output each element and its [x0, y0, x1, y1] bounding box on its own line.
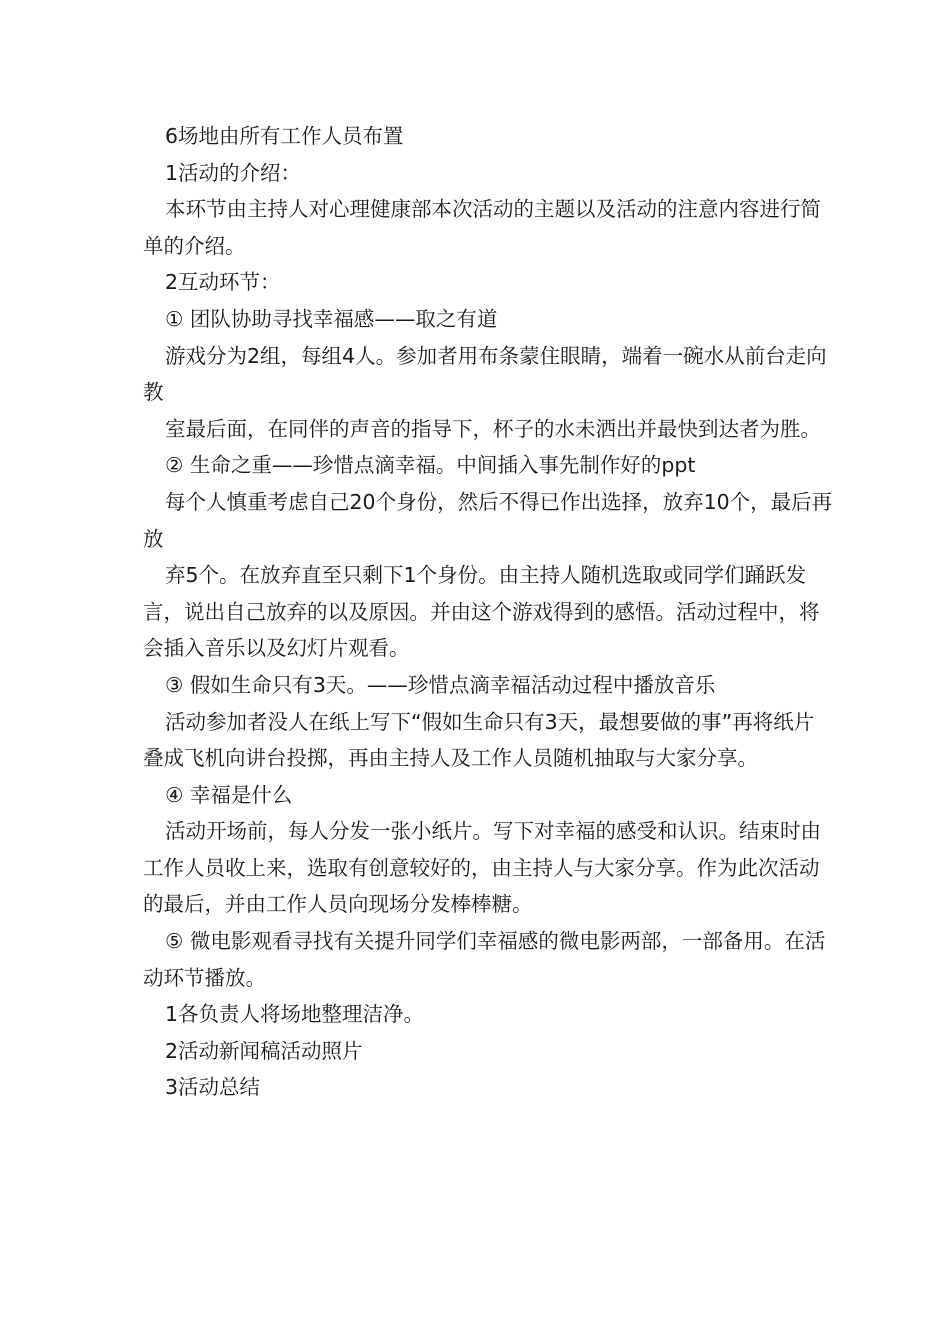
paragraph-summary: 3活动总结: [165, 1075, 261, 1100]
paragraph-game-4-title: ④ 幸福是什么: [165, 782, 293, 807]
paragraph-venue-setup: 6场地由所有工作人员布置: [165, 124, 404, 148]
document-body: [143, 118, 833, 1106]
paragraph-cleanup: 1各负责人将场地整理洁净。: [165, 1002, 425, 1027]
paragraph-news-photos: 2活动新闻稿活动照片: [165, 1038, 363, 1063]
paragraph-game-3-rules: 活动参加者没人在纸上写下“假如生命只有3天，最想要做的事”再将纸片叠成飞机向讲台投掷，再由主持人及工作人员随机抽取与大家分享。: [143, 709, 815, 771]
paragraph-game-5: ⑤ 微电影观看寻找有关提升同学们幸福感的微电影两部，一部备用。在活动环节播放。: [143, 929, 826, 990]
paragraph-game-2-title: ② 生命之重——珍惜点滴幸福。中间插入事先制作好的ppt: [165, 453, 696, 478]
paragraph-game-1-rules-b: 室最后面，在同伴的声音的指导下，杯子的水未洒出并最快到达者为胜。: [165, 416, 821, 441]
paragraph-game-1-title: ① 团队协助寻找幸福感——取之有道: [165, 306, 498, 331]
paragraph-interaction-heading: 2互动环节：: [165, 270, 281, 295]
paragraph-game-1-rules-a: 游戏分为2组，每组4人。参加者用布条蒙住眼睛，端着一碗水从前台走向教: [143, 343, 827, 405]
paragraph-game-4-rules: 活动开场前，每人分发一张小纸片。写下对幸福的感受和认识。结束时由工作人员收上来，选取有创意较好的，由主持人与大家分享。作为此次活动的最后，并由工作人员向现场分发棒棒糖。: [143, 819, 821, 917]
paragraph-game-2-rules-b: 弃5个。在放弃直至只剩下1个身份。由主持人随机选取或同学们踊跃发言，说出自己放弃的以及原因。并由这个游戏得到的感悟。活动过程中，将会插入音乐以及幻灯片观看。: [143, 563, 820, 661]
paragraph-game-3-title: ③ 假如生命只有3天。——珍惜点滴幸福活动过程中播放音乐: [165, 672, 716, 697]
paragraph-intro-body: 本环节由主持人对心理健康部本次活动的主题以及活动的注意内容进行简单的介绍。: [143, 197, 821, 258]
paragraph-game-2-rules-a: 每个人慎重考虑自己20个身份，然后不得已作出选择，放弃10个，最后再放: [143, 489, 833, 551]
paragraph-intro-heading: 1活动的介绍：: [165, 160, 302, 185]
